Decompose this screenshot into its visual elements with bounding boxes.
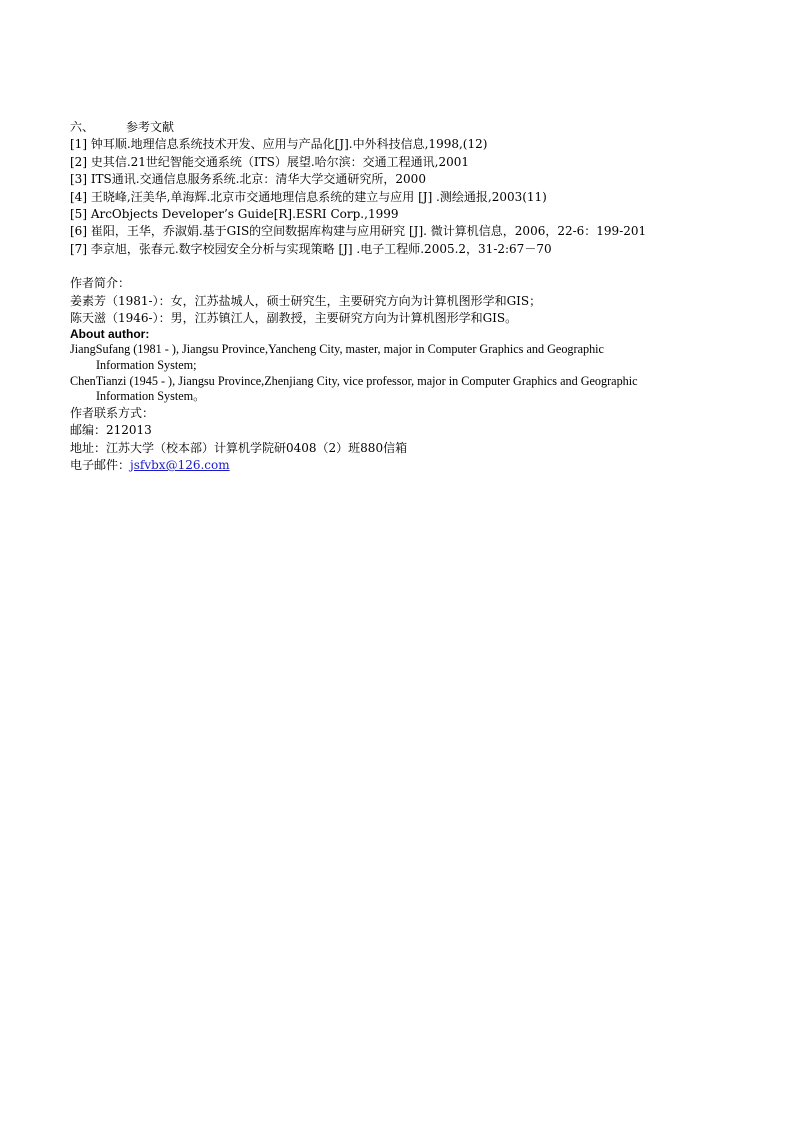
contact-postcode: 邮编：212013 <box>70 423 152 438</box>
reference-item: [1] 钟耳顺.地理信息系统技术开发、应用与产品化[J].中外科技信息,1998,(12) <box>70 137 488 152</box>
reference-item: [2] 史其信.21世纪智能交通系统（ITS）展望.哈尔滨：交通工程通讯,2001 <box>70 154 470 169</box>
email-label: 电子邮件： <box>70 458 131 473</box>
spacer <box>70 258 730 275</box>
section-number: 六、 <box>70 120 95 134</box>
reference-list <box>70 136 730 258</box>
about-author-entry-continuation: Information System; <box>96 358 197 373</box>
about-author-entry-line: ChenTianzi (1945 - ), Jiangsu Province,Zhenjiang City, vice professor, major in Computer Graphics and Geographic <box>70 373 638 388</box>
contact-email-row <box>70 457 730 474</box>
reference-item: [3] ITS通讯.交通信息服务系统.北京：清华大学交通研究所，2000 <box>70 172 426 187</box>
about-author-title: About author: <box>70 327 150 342</box>
section-heading <box>70 119 730 136</box>
email-link[interactable]: jsfvbx@126.com <box>130 458 230 473</box>
contact-title: 作者联系方式： <box>70 405 155 420</box>
reference-item: [7] 李京旭，张春元.数字校园安全分析与实现策略 [J] .电子工程师.2005.2，31-2:67－70 <box>70 241 552 256</box>
contact-address: 地址：江苏大学（校本部）计算机学院研0408（2）班880信箱 <box>70 440 408 455</box>
reference-item: [4] 王晓峰,汪美华,单海辉.北京市交通地理信息系统的建立与应用 [J] .测绘通报,2003(11) <box>70 189 547 204</box>
author-intro-line: 陈天滋（1946-）：男，江苏镇江人，副教授，主要研究方向为计算机图形学和GIS。 <box>70 311 518 326</box>
section-title: 参考文献 <box>126 120 175 134</box>
reference-item: [6] 崔阳，王华，乔淑娟.基于GIS的空间数据库构建与应用研究 [J]. 微计算机信息，2006，22-6：199-201 <box>70 224 647 239</box>
document-body <box>70 119 730 474</box>
author-intro-line: 姜素芳（1981-）：女，江苏盐城人，硕士研究生，主要研究方向为计算机图形学和GIS； <box>70 293 542 308</box>
reference-item: [5] ArcObjects Developer’s Guide[R].ESRI Corp.,1999 <box>70 207 399 222</box>
about-author-entry-continuation: Information System。 <box>96 389 206 404</box>
author-intro-title: 作者简介： <box>70 276 131 291</box>
about-author-entry-line: JiangSufang (1981 - ), Jiangsu Province,Yancheng City, master, major in Computer Graphics and Geographic <box>70 342 604 357</box>
